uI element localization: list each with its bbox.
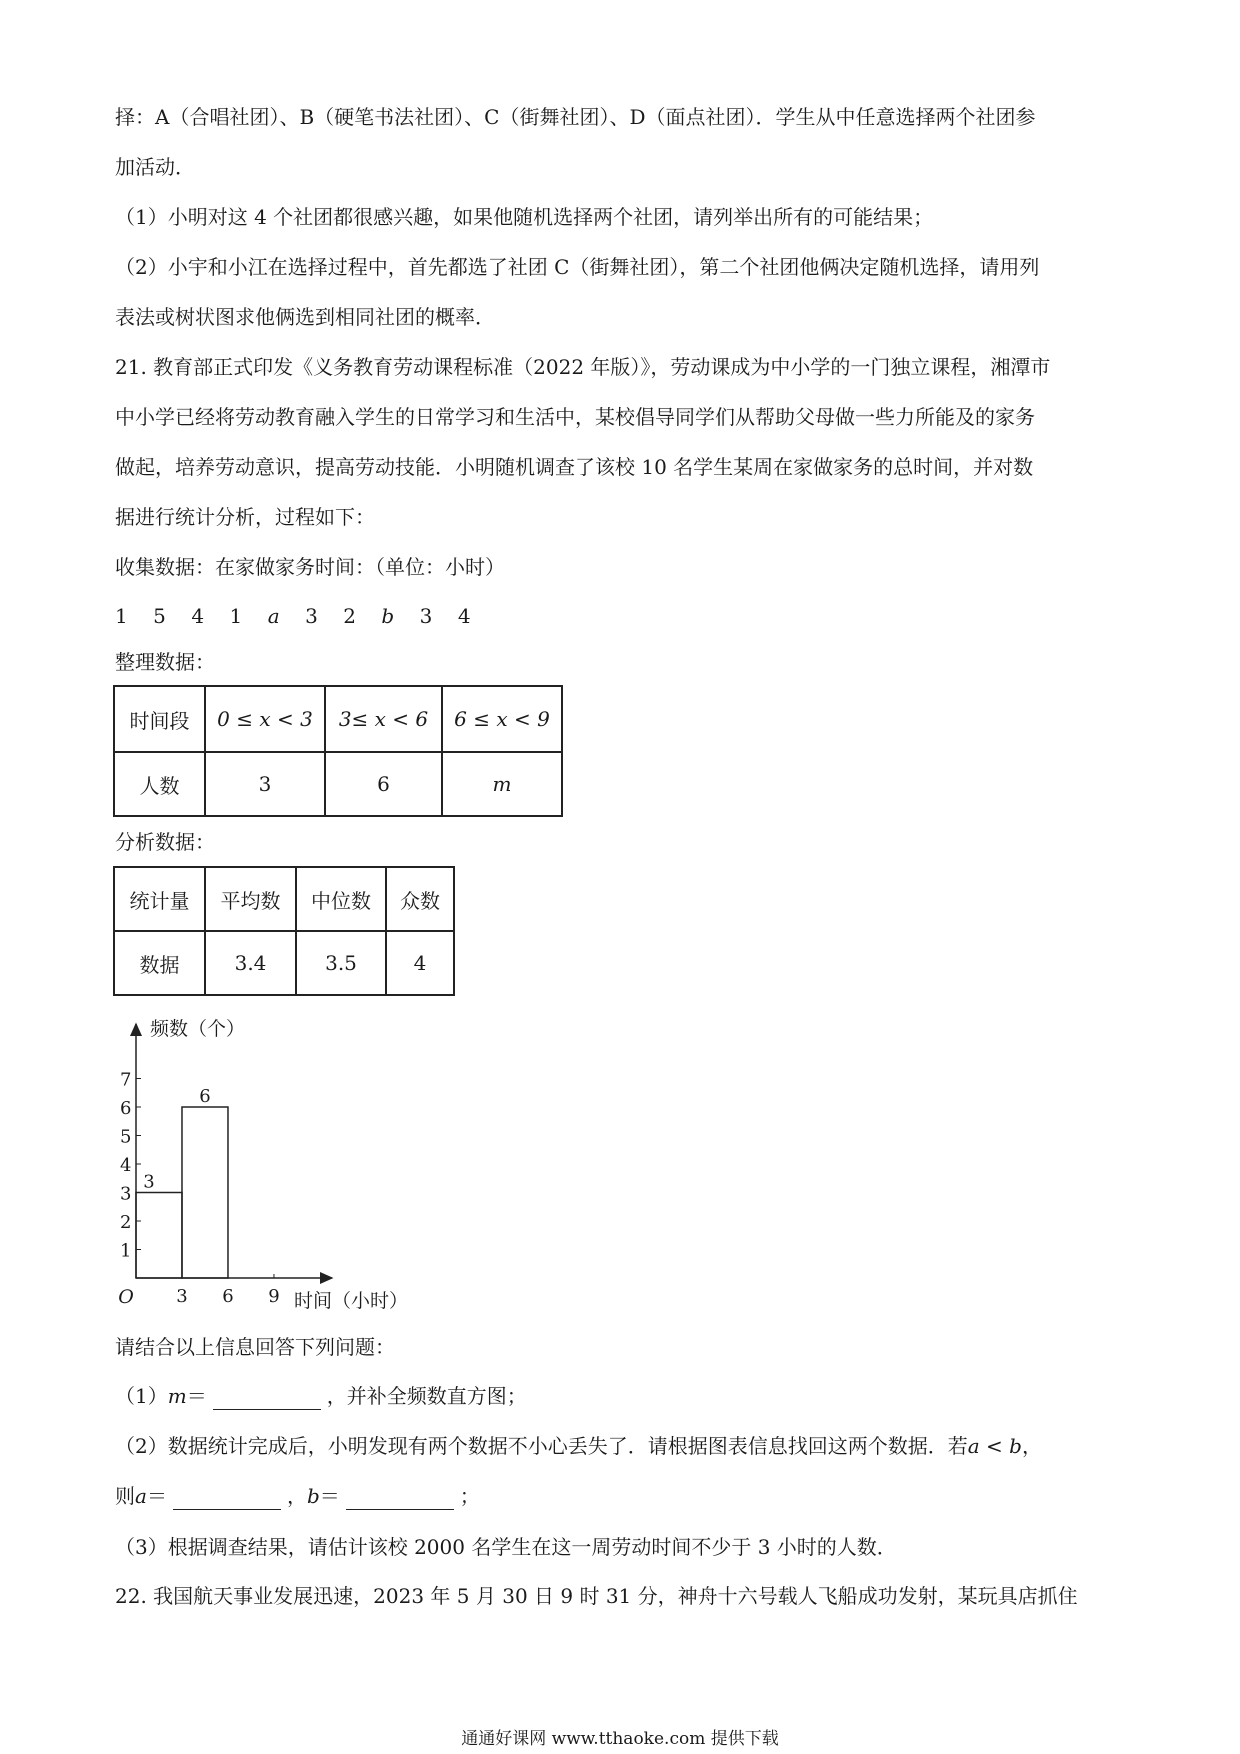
table-header: 统计量 bbox=[114, 867, 205, 931]
data-value: a bbox=[267, 604, 280, 628]
y-axis-label: 频数（个） bbox=[150, 1018, 246, 1040]
data-value: 3 bbox=[305, 604, 318, 628]
x-axis-label: 时间（小时） bbox=[294, 1290, 409, 1312]
data-value: b bbox=[381, 604, 395, 628]
table-cell: 数据 bbox=[114, 931, 205, 995]
data-value: 3 bbox=[419, 604, 433, 628]
collect-data-label: 收集数据：在家做家务时间：（单位：小时） bbox=[115, 555, 505, 579]
question-2-cont: 表法或树状图求他俩选到相同社团的概率． bbox=[115, 305, 495, 329]
answer-2-cont: 则a＝ ，b＝ ； bbox=[115, 1484, 480, 1508]
bar-value-label: 3 bbox=[143, 1171, 155, 1193]
table-cell: m bbox=[442, 752, 562, 816]
table-cell: 人数 bbox=[114, 752, 205, 816]
table-cell: 6 bbox=[325, 752, 442, 816]
table-cell: 3.4 bbox=[205, 931, 296, 995]
text-line: 加活动． bbox=[115, 155, 195, 179]
answer-blank-a[interactable] bbox=[173, 1487, 281, 1510]
answer-blank-m[interactable] bbox=[213, 1387, 321, 1410]
analyze-data-label: 分析数据： bbox=[115, 830, 215, 854]
problem-21-text: 据进行统计分析，过程如下： bbox=[115, 505, 375, 529]
frequency-histogram bbox=[100, 1005, 430, 1325]
analyze-table bbox=[113, 866, 455, 996]
table-cell: 4 bbox=[386, 931, 454, 995]
y-tick-label: 6 bbox=[120, 1098, 132, 1119]
origin-label: O bbox=[118, 1286, 134, 1308]
table-header: 6 ≤ x < 9 bbox=[442, 686, 562, 752]
answer-3: （3）根据调查结果，请估计该校 2000 名学生在这一周劳动时间不少于 3 小时的人数． bbox=[115, 1535, 897, 1559]
problem-21-text: 做起，培养劳动意识，提高劳动技能．小明随机调查了该校 10 名学生某周在家做家务的总时间，并对数 bbox=[115, 455, 1034, 479]
table-cell: 3 bbox=[205, 752, 325, 816]
x-tick-label: 3 bbox=[176, 1286, 188, 1307]
histogram-bar bbox=[182, 1107, 228, 1278]
table-header: 3≤ x < 6 bbox=[325, 686, 442, 752]
organize-data-label: 整理数据： bbox=[115, 650, 215, 674]
x-tick-label: 6 bbox=[222, 1286, 234, 1307]
problem-21-text: 21. 教育部正式印发《义务教育劳动课程标准（2022 年版）》，劳动课成为中小学的一门独立课程，湘潭市 bbox=[115, 355, 1051, 379]
y-tick-label: 5 bbox=[120, 1126, 132, 1148]
problem-21-text: 中小学已经将劳动教育融入学生的日常学习和生活中，某校倡导同学们从帮助父母做一些力所能及的家务 bbox=[115, 405, 1035, 429]
data-value: 4 bbox=[457, 604, 471, 628]
bar-value-label: 6 bbox=[199, 1086, 211, 1107]
answer-blank-b[interactable] bbox=[346, 1487, 454, 1510]
question-1: （1）小明对这 4 个社团都很感兴趣，如果他随机选择两个社团，请列举出所有的可能结果； bbox=[115, 205, 934, 229]
data-values bbox=[115, 602, 471, 630]
table-header: 0 ≤ x < 3 bbox=[205, 686, 325, 752]
table-cell: 3.5 bbox=[296, 931, 386, 995]
data-value: 5 bbox=[153, 604, 166, 628]
question-2: （2）小宇和小江在选择过程中，首先都选了社团 C（街舞社团），第二个社团他俩决定随机选择，请用列 bbox=[115, 255, 1040, 279]
organize-table bbox=[113, 685, 563, 817]
y-tick-label: 2 bbox=[120, 1212, 132, 1233]
data-value: 4 bbox=[191, 604, 205, 628]
y-tick-label: 1 bbox=[120, 1240, 132, 1262]
answer-2: （2）数据统计完成后，小明发现有两个数据不小心丢失了．请根据图表信息找回这两个数据．若a < b， bbox=[115, 1434, 1042, 1458]
problem-22-text: 22. 我国航天事业发展迅速，2023 年 5 月 30 日 9 时 31 分，神舟十六号载人飞船成功发射，某玩具店抓住 bbox=[115, 1584, 1078, 1608]
y-tick-label: 3 bbox=[120, 1183, 132, 1205]
y-tick-label: 7 bbox=[120, 1069, 132, 1091]
table-header: 平均数 bbox=[205, 867, 296, 931]
x-tick-label: 9 bbox=[268, 1286, 280, 1307]
data-value: 1 bbox=[115, 604, 128, 628]
data-value: 2 bbox=[343, 604, 356, 628]
data-value: 1 bbox=[229, 604, 243, 628]
histogram-bar bbox=[136, 1193, 182, 1279]
text-line: 择：A（合唱社团）、B（硬笔书法社团）、C（街舞社团）、D（面点社团）．学生从中任意选择两个社团参 bbox=[115, 105, 1036, 129]
answer-1: （1）m＝ ，并补全频数直方图； bbox=[115, 1384, 527, 1408]
answer-intro: 请结合以上信息回答下列问题： bbox=[115, 1335, 395, 1359]
footer-source: 通通好课网 www.tthaoke.com 提供下载 bbox=[461, 1729, 779, 1749]
table-header: 时间段 bbox=[114, 686, 205, 752]
table-header: 中位数 bbox=[296, 867, 386, 931]
y-tick-label: 4 bbox=[120, 1155, 132, 1176]
table-header: 众数 bbox=[386, 867, 454, 931]
